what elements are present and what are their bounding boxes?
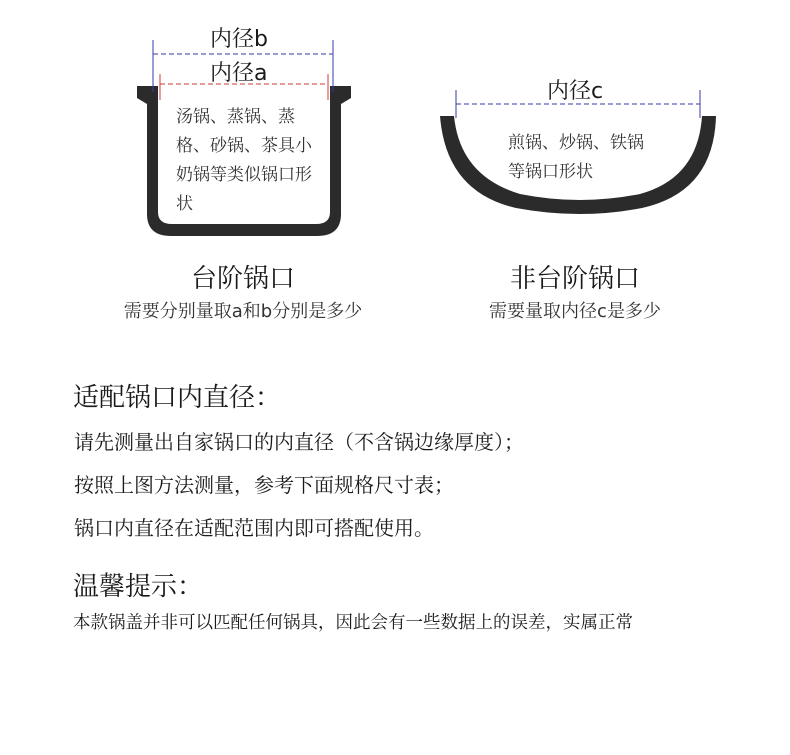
tips-text: 本款锅盖并非可以匹配任何锅具，因此会有一些数据上的误差，实属正常 [73,613,633,633]
label-inner-diameter-a: 内径a [210,61,268,86]
round-pot-description: 煎锅、炒锅、铁锅等锅口形状 [508,133,644,182]
tips-title: 温馨提示： [73,572,204,602]
round-pot-subcaption: 需要量取内径c是多少 [489,301,661,322]
label-inner-diameter-b: 内径b [210,27,268,52]
instruction-line: 锅口内直径在适配范围内即可搭配使用。 [74,516,434,540]
instruction-line: 按照上图方法测量，参考下面规格尺寸表； [74,473,454,497]
stepped-pot-caption: 台阶锅口 [190,264,295,294]
instruction-line: 请先测量出自家锅口的内直径（不含锅边缘厚度）； [74,430,524,454]
stepped-pot-description: 汤锅、蒸锅、蒸格、砂锅、茶具小奶锅等类似锅口形状 [176,107,312,214]
round-pot-caption: 非台阶锅口 [509,264,640,294]
stepped-pot-subcaption: 需要分别量取a和b分别是多少 [123,301,363,322]
instructions-title: 适配锅口内直径： [73,383,282,413]
label-inner-diameter-c: 内径c [547,79,604,104]
